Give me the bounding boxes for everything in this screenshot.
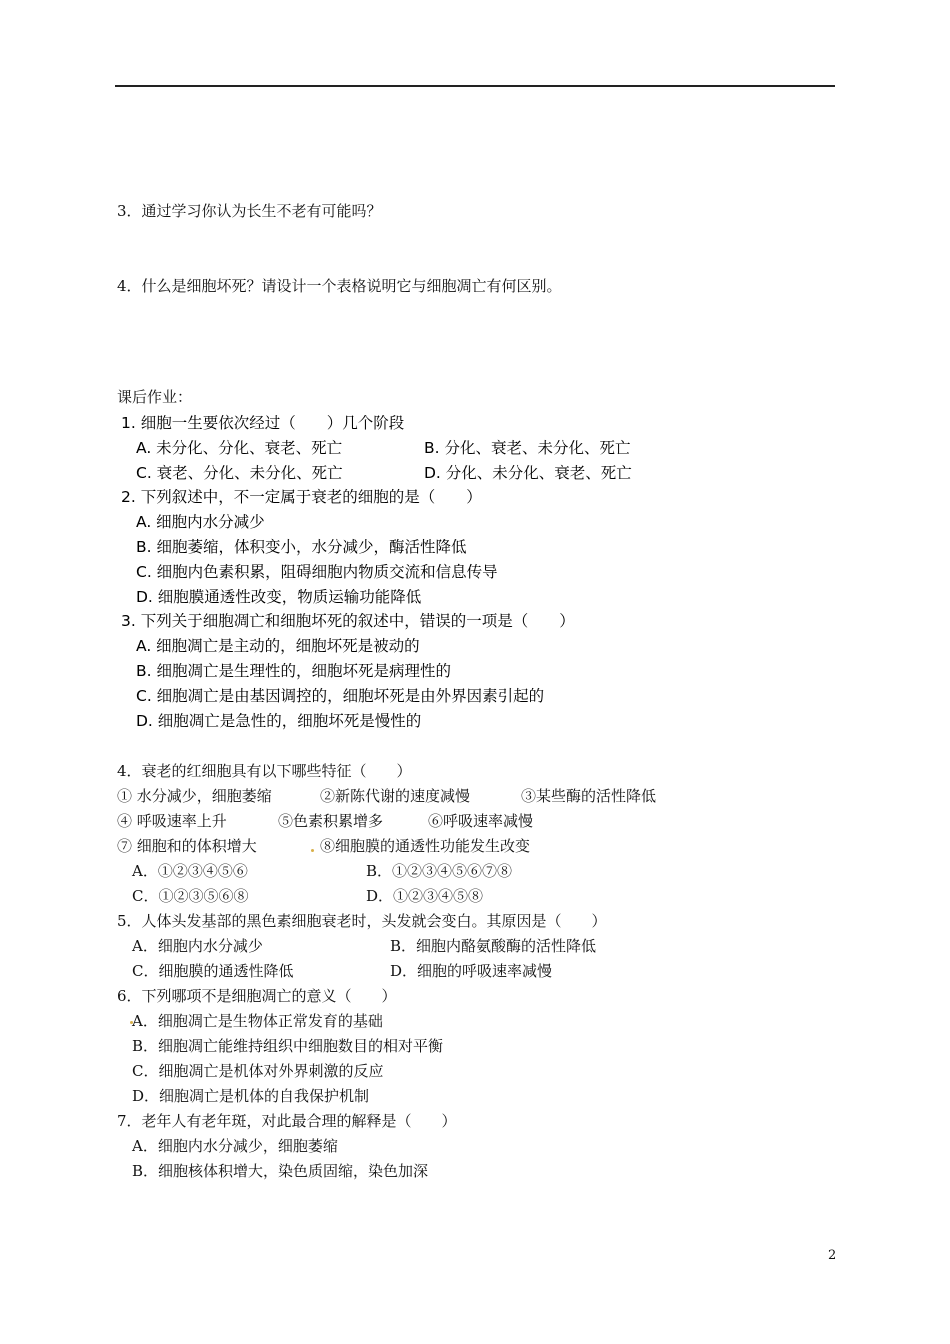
hw-q3-option-d: D. 细胞凋亡是急性的，细胞坏死是慢性的 xyxy=(136,712,422,730)
hw-q5-option-a: A．细胞内水分减少 xyxy=(132,937,263,955)
hw-q6-option-d: D．细胞凋亡是机体的自我保护机制 xyxy=(132,1087,370,1105)
hw-q2-option-c: C. 细胞内色素积累，阻碍细胞内物质交流和信息传导 xyxy=(136,563,498,581)
hw-q4-feature-4: ④ 呼吸速率上升 xyxy=(117,812,227,830)
hw-q6-stem: 6．下列哪项不是细胞凋亡的意义（ ） xyxy=(117,987,397,1005)
hw-q5-stem: 5．人体头发基部的黑色素细胞衰老时，头发就会变白。其原因是（ ） xyxy=(117,912,607,930)
hw-q3-option-a: A. 细胞凋亡是主动的，细胞坏死是被动的 xyxy=(136,637,420,655)
hw-q4-option-c: C．①②③⑤⑥⑧ xyxy=(132,887,249,905)
hw-q4-feature-7: ⑦ 细胞和的体积增大 xyxy=(117,837,257,855)
hw-q4-feature-1: ① 水分减少，细胞萎缩 xyxy=(117,787,272,805)
page-number: 2 xyxy=(828,1248,837,1263)
hw-q5-option-b: B．细胞内酪氨酸酶的活性降低 xyxy=(390,937,597,955)
hw-q2-option-a: A. 细胞内水分减少 xyxy=(136,513,265,531)
speck-mark xyxy=(311,849,314,852)
hw-q5-option-d: D．细胞的呼吸速率减慢 xyxy=(390,962,553,980)
hw-q6-option-c: C．细胞凋亡是机体对外界刺激的反应 xyxy=(132,1062,384,1080)
hw-q4-feature-8: ⑧细胞膜的通透性功能发生改变 xyxy=(320,837,531,855)
header-rule xyxy=(115,85,835,87)
question-3: 3．通过学习你认为长生不老有可能吗？ xyxy=(117,202,382,220)
hw-q2-option-d: D. 细胞膜通透性改变，物质运输功能降低 xyxy=(136,588,422,606)
hw-q3-stem: 3. 下列关于细胞凋亡和细胞坏死的叙述中，错误的一项是（ ） xyxy=(121,612,575,630)
homework-heading: 课后作业： xyxy=(117,388,193,406)
hw-q2-option-b: B. 细胞萎缩，体积变小，水分减少，酶活性降低 xyxy=(136,538,467,556)
hw-q1-option-b: B. 分化、衰老、未分化、死亡 xyxy=(424,439,631,457)
hw-q4-feature-2: ②新陈代谢的速度减慢 xyxy=(320,787,471,805)
hw-q4-feature-5: ⑤色素积累增多 xyxy=(278,812,384,830)
hw-q7-option-a: A．细胞内水分减少，细胞萎缩 xyxy=(132,1137,338,1155)
hw-q1-option-c: C. 衰老、分化、未分化、死亡 xyxy=(136,464,343,482)
hw-q4-feature-6: ⑥呼吸速率减慢 xyxy=(428,812,534,830)
hw-q4-option-b: B．①②③④⑤⑥⑦⑧ xyxy=(366,862,513,880)
hw-q1-option-d: D. 分化、未分化、衰老、死亡 xyxy=(424,464,632,482)
hw-q7-option-b: B．细胞核体积增大，染色质固缩，染色加深 xyxy=(132,1162,429,1180)
hw-q2-stem: 2. 下列叙述中，不一定属于衰老的细胞的是（ ） xyxy=(121,488,482,506)
hw-q6-option-a: A．细胞凋亡是生物体正常发育的基础 xyxy=(132,1012,383,1030)
hw-q4-option-d: D．①②③④⑤⑧ xyxy=(366,887,484,905)
hw-q4-feature-3: ③某些酶的活性降低 xyxy=(521,787,657,805)
hw-q4-stem: 4．衰老的红细胞具有以下哪些特征（ ） xyxy=(117,762,412,780)
question-4: 4．什么是细胞坏死？请设计一个表格说明它与细胞凋亡有何区别。 xyxy=(117,277,562,295)
hw-q6-option-b: B．细胞凋亡能维持组织中细胞数目的相对平衡 xyxy=(132,1037,444,1055)
hw-q4-option-a: A．①②③④⑤⑥ xyxy=(132,862,248,880)
hw-q1-option-a: A. 未分化、分化、衰老、死亡 xyxy=(136,439,343,457)
hw-q5-option-c: C．细胞膜的通透性降低 xyxy=(132,962,294,980)
hw-q1-stem: 1. 细胞一生要依次经过（ ）几个阶段 xyxy=(121,414,405,432)
hw-q3-option-b: B. 细胞凋亡是生理性的，细胞坏死是病理性的 xyxy=(136,662,451,680)
hw-q7-stem: 7．老年人有老年斑，对此最合理的解释是（ ） xyxy=(117,1112,457,1130)
hw-q3-option-c: C. 细胞凋亡是由基因调控的，细胞坏死是由外界因素引起的 xyxy=(136,687,545,705)
